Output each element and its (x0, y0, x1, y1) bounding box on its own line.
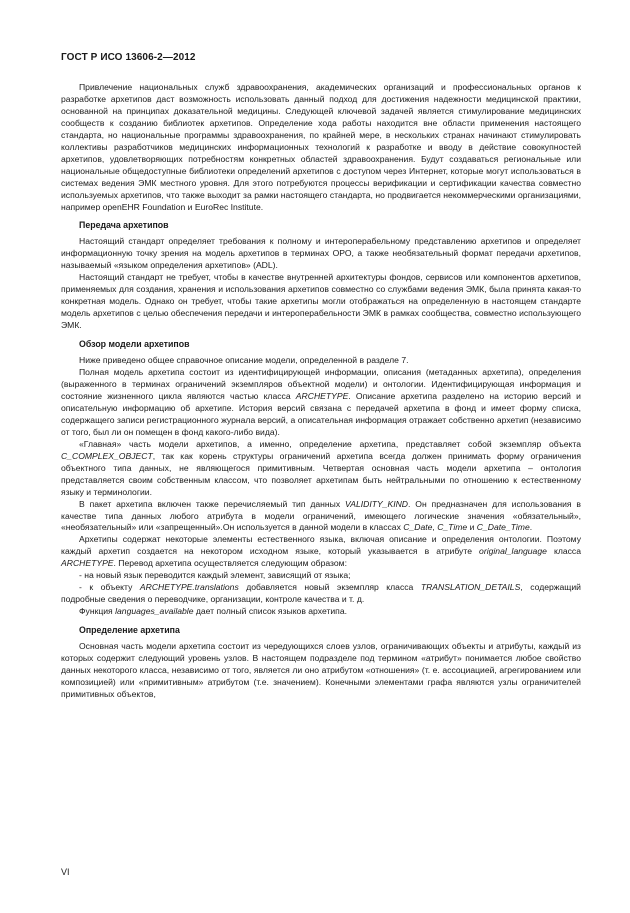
italic-identifier: languages_available (115, 606, 194, 617)
text-run: добавляется новый экземпляр класса (238, 582, 421, 593)
page-number: VI (61, 867, 70, 877)
italic-identifier: C_COMPLEX_OBJECT (61, 450, 153, 461)
italic-identifier: ARCHETYPE (61, 558, 114, 569)
italic-identifier: original_language (479, 546, 547, 557)
italic-identifier: C_Date_Time (476, 522, 530, 533)
text-run: , (432, 522, 438, 533)
text-run: Основная часть модели архетипа состоит из чередующихся слоев узлов, ограничивающих объекты и атрибуты, каждый из которых содержит следующий уровень узлов. В настоящем подразделе под термином «атрибут» понимается любое свойство данных некоторого класса, независимо от того, является ли оно атрибутом «отношения» (т. е. ассоциацией, агрегированием или композицией) или «примитивным» атрибутом (т.е. значением). Конечными элементами графа являются узлы ограничителей примитивных объектов, (61, 641, 581, 699)
text-run: Привлечение национальных служб здравоохранения, академических организаций и профессиональных органов к разработке архетипов даст возможность использовать данный подход для достижения надежности медицинской практики, основанной на принципах доказательной медицины. Следующей ключевой задачей является стимулирование медицинских сообществ к созданию библиотек архетипов. Определение хода работы находится вне области применения настоящего стандарта, но национальные программы здравоохранения, по крайней мере, в нескольких странах начинают стимулировать коллективы разработчиков медицинских информационных технологий к разработке и вводу в действие совокупностей архетипов, удовлетворяющих потребностям конкретных областей здравоохранения. Будут создаваться региональные или национальные общедоступные библиотеки определений архетипов с доступом через Интернет, которые могут использоваться в системах ведения ЭМК местного уровня. Для этого потребуются процессы верификации и сертификации качества совместно используемых архетипов, что также выходит за рамки настоящего стандарта, но продвигается некоммерческими организациями, например openEHR Foundation и EuroRec Institute. (61, 82, 581, 212)
text-run: , содержащий подробные сведения о переводчике, организации, контроле качества и т. д. (61, 582, 581, 605)
paragraph (61, 272, 581, 332)
text-run: В пакет архетипа включен также перечисляемый тип данных (79, 498, 345, 509)
text-run: . Перевод архетипа осуществляется следующим образом: (113, 558, 347, 569)
italic-identifier: TRANSLATION_DETAILS (420, 582, 521, 593)
paragraph (61, 82, 581, 213)
text-run: - к объекту (79, 582, 140, 593)
text-run: дает полный список языков архетипа. (193, 606, 347, 617)
text-run: . Описание архетипа разделено на историю версий и описательную информацию об архетипе. История версий связана с передачей архетипа в фонд и имеет форму списка, содержащего записи регистрационного журнала версий, а описательная информация отражает собственно архетип (независимо от того, был ли он помещен в фонд какого-либо вида). (61, 390, 581, 437)
paragraph (61, 439, 581, 499)
section-heading: Обзор модели архетипов (79, 339, 190, 350)
text-run: «Главная» часть модели архетипов, а именно, определение архетипа, представляет собой экземпляр объекта (79, 438, 581, 449)
italic-identifier: C_Time (437, 522, 468, 533)
text-run: класса (546, 546, 581, 557)
italic-identifier: ARCHETYPE (295, 390, 349, 401)
text-run: Архетипы содержат некоторые элементы естественного языка, включая описание и определения онтологии. Поэтому каждый архетип создается на некотором исходном языке, который указывается в атрибуте (61, 534, 581, 557)
paragraph (61, 582, 581, 606)
text-run: Настоящий стандарт не требует, чтобы в качестве внутренней архитектуры фондов, сервисов или компонентов архетипов, применяемых для создания, хранения и использования архетипов совместно со службами ведения ЭМК, была принята какая-то конкретная модель. Однако он требует, чтобы такие архетипы могли отображаться на определенную в настоящем стандарте модель архетипов с целью обеспечения передачи и интероперабельности ЭМК в рамках сообщества, совместно использующего ЭМК. (61, 272, 581, 331)
text-run: Настоящий стандарт определяет требования к полному и интероперабельному представлению архетипов и определяет информационную точку зрения на модель архетипов в терминах ОРО, а также необязательный формат передачи архетипов, называемый «языком определения архетипов» (ADL). (61, 236, 581, 271)
paragraph (61, 499, 581, 535)
italic-identifier: ARCHETYPE.translations (139, 582, 239, 593)
italic-identifier: C_Date (403, 522, 433, 533)
section-heading: Определение архетипа (79, 625, 180, 636)
paragraph (61, 355, 581, 367)
paragraph (61, 606, 581, 618)
text-run: Полная модель архетипа состоит из идентифицирующей информации, описания (метаданных архетипа), определения (выраженного в терминах ограничений экземпляров объектной модели) и онтологии. Идентифицирующая информация и состояние жизненного цикла являются частью класса (61, 367, 581, 401)
paragraph (61, 570, 581, 582)
text-run: . (529, 522, 533, 533)
text-run: - на новый язык переводится каждый элемент, зависящий от языка; (79, 570, 351, 581)
text-run: Функция (79, 606, 116, 617)
paragraph (61, 236, 581, 272)
italic-identifier: VALIDITY_KIND (344, 498, 409, 509)
section-heading: Передача архетипов (79, 220, 169, 231)
paragraph (61, 641, 581, 701)
text-run: , так как корень структуры ограничений архетипа всегда должен принимать форму ограничения объектного типа данных, не являющегося примитивным. Четвертая основная часть модели архетипа – онтология представляется своим собственным классом, что позволяет архетипам быть нейтральными по отношению к естественному языку и терминологии. (61, 450, 581, 497)
text-run: и (467, 522, 477, 533)
text-run: Ниже приведено общее справочное описание модели, определенной в разделе 7. (79, 355, 409, 366)
paragraph (61, 534, 581, 570)
paragraph (61, 367, 581, 439)
document-body (61, 82, 581, 701)
text-run: . Он предназначен для использования в качестве типа данных любого атрибута в модели ограничений, имеющего логические значения «обязательный», «необязательный» или «запрещенный».Он используется в данной модели в классах (61, 498, 581, 533)
page-header-title: ГОСТ Р ИСО 13606-2—2012 (61, 52, 196, 63)
